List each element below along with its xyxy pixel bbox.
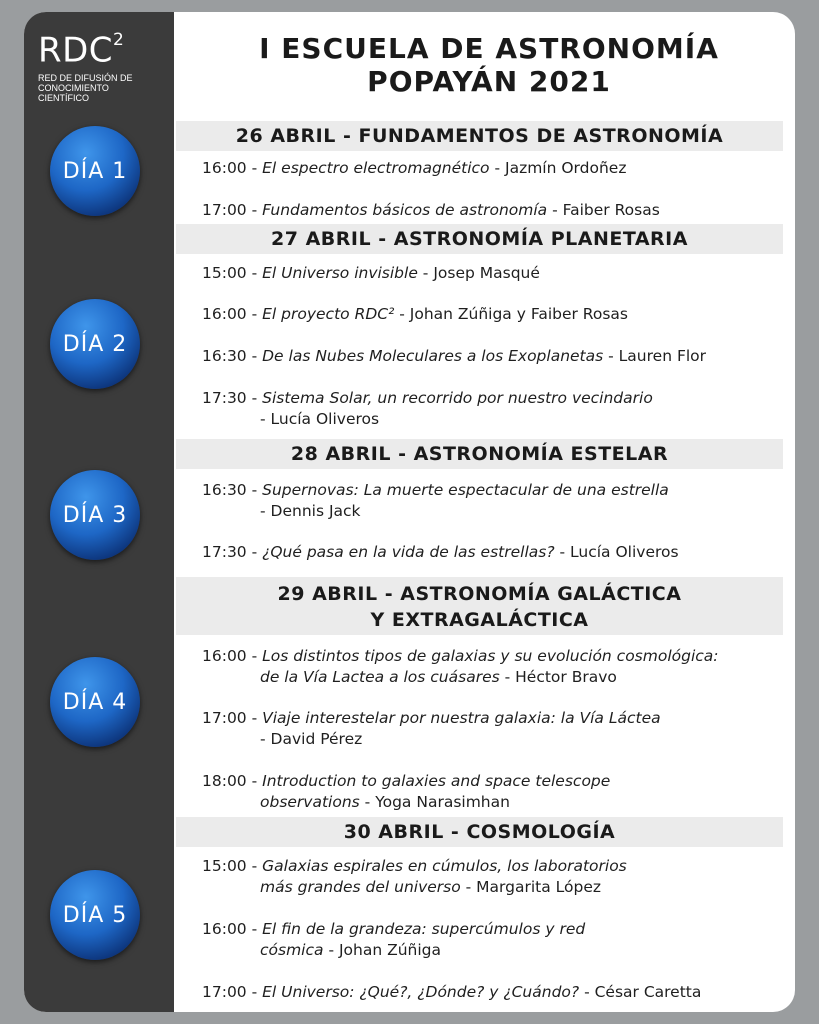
day-badge-4: DÍA 4 [50, 657, 140, 747]
title-line-2: POPAYÁN 2021 [367, 65, 611, 98]
talk: 17:30 - Sistema Solar, un recorrido por nuestro vecindario - Lucía Oliveros [202, 389, 653, 428]
talk: 16:00 - El fin de la grandeza: supercúmulos y red cósmica - Johan Zúñiga [202, 920, 586, 959]
talk: 16:00 - Los distintos tipos de galaxias y su evolución cosmológica: de la Vía Lactea a los cuásares - Héctor Bravo [202, 647, 719, 686]
talk: 16:00 - El proyecto RDC² - Johan Zúñiga y Faiber Rosas [202, 305, 629, 323]
talk: 17:00 - El Universo: ¿Qué?, ¿Dónde? y ¿Cuándo? - César Caretta [202, 983, 702, 1001]
rdc-logo [38, 26, 158, 103]
day-badge-5: DÍA 5 [50, 870, 140, 960]
logo-superscript: 2 [113, 30, 125, 50]
talk: 15:00 - El Universo invisible - Josep Masqué [202, 264, 540, 282]
talk: 17:00 - Fundamentos básicos de astronomía - Faiber Rosas [202, 201, 660, 219]
talk: 16:00 - El espectro electromagnético - Jazmín Ordoñez [202, 159, 627, 177]
day-badge-3: DÍA 3 [50, 470, 140, 560]
sidebar [24, 12, 174, 1012]
page-title [189, 32, 789, 98]
day-badge-2: DÍA 2 [50, 299, 140, 389]
day-badge-1: DÍA 1 [50, 126, 140, 216]
poster-card [24, 12, 795, 1012]
talk: 16:30 - Supernovas: La muerte espectacular de una estrella - Dennis Jack [202, 481, 669, 520]
talk: 18:00 - Introduction to galaxies and space telescope observations - Yoga Narasimhan [202, 772, 611, 811]
day-2-header: 27 ABRIL - ASTRONOMÍA PLANETARIA [176, 224, 783, 254]
talk: 15:00 - Galaxias espirales en cúmulos, los laboratorios más grandes del universo - Margarita López [202, 857, 627, 896]
day-5-header: 30 ABRIL - COSMOLOGÍA [176, 817, 783, 847]
talk: 16:30 - De las Nubes Moleculares a los Exoplanetas - Lauren Flor [202, 347, 707, 365]
talk: 17:30 - ¿Qué pasa en la vida de las estrellas? - Lucía Oliveros [202, 543, 679, 561]
talk: 17:00 - Viaje interestelar por nuestra galaxia: la Vía Láctea - David Pérez [202, 709, 661, 748]
logo-brand: RDC [38, 30, 114, 71]
day-1-header: 26 ABRIL - FUNDAMENTOS DE ASTRONOMÍA [176, 121, 783, 151]
day-4-header: 29 ABRIL - ASTRONOMÍA GALÁCTICA Y EXTRAGALÁCTICA [176, 577, 783, 635]
logo-tagline: RED DE DIFUSIÓN DE CONOCIMIENTO CIENTÍFICO [38, 73, 133, 104]
day-3-header: 28 ABRIL - ASTRONOMÍA ESTELAR [176, 439, 783, 469]
title-line-1: I ESCUELA DE ASTRONOMÍA [259, 32, 719, 65]
